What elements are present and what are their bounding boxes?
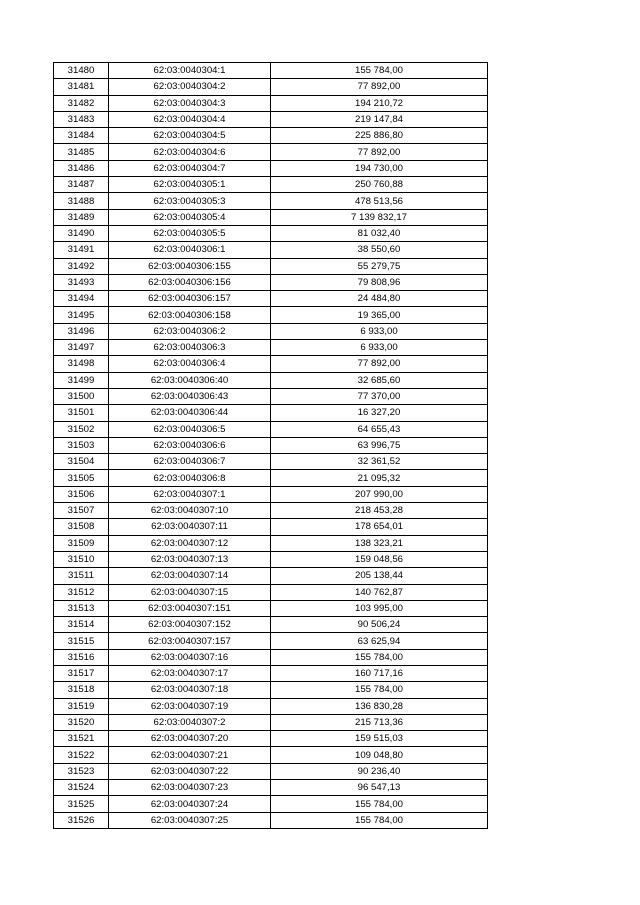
row-number-cell: 31515 (54, 633, 109, 649)
table-row (54, 177, 488, 193)
table-row (54, 307, 488, 323)
cadastral-value-cell: 55 279,75 (271, 258, 488, 274)
cadastral-number-cell: 62:03:0040304:6 (109, 144, 271, 160)
cadastral-number-cell: 62:03:0040305:3 (109, 193, 271, 209)
cadastral-value-cell: 160 717,16 (271, 665, 488, 681)
cadastral-value-cell: 63 625,94 (271, 633, 488, 649)
cadastral-value-cell: 79 808,96 (271, 274, 488, 290)
table-row (54, 796, 488, 812)
cadastral-number-cell: 62:03:0040307:20 (109, 731, 271, 747)
table-row (54, 763, 488, 779)
table-row (54, 128, 488, 144)
table-row (54, 63, 488, 79)
cadastral-value-cell: 140 762,87 (271, 584, 488, 600)
cadastral-number-cell: 62:03:0040307:17 (109, 665, 271, 681)
row-number-cell: 31498 (54, 356, 109, 372)
cadastral-number-cell: 62:03:0040306:44 (109, 405, 271, 421)
table-row (54, 291, 488, 307)
row-number-cell: 31491 (54, 242, 109, 258)
row-number-cell: 31488 (54, 193, 109, 209)
row-number-cell: 31514 (54, 617, 109, 633)
cadastral-number-cell: 62:03:0040306:3 (109, 340, 271, 356)
cadastral-value-cell: 194 730,00 (271, 160, 488, 176)
table-row (54, 682, 488, 698)
table-row (54, 486, 488, 502)
cadastral-number-cell: 62:03:0040304:1 (109, 63, 271, 79)
row-number-cell: 31511 (54, 568, 109, 584)
cadastral-number-cell: 62:03:0040306:157 (109, 291, 271, 307)
cadastral-value-cell: 32 685,60 (271, 372, 488, 388)
table-row (54, 649, 488, 665)
row-number-cell: 31496 (54, 323, 109, 339)
row-number-cell: 31505 (54, 470, 109, 486)
cadastral-value-cell: 194 210,72 (271, 95, 488, 111)
cadastral-number-cell: 62:03:0040306:5 (109, 421, 271, 437)
table-row (54, 535, 488, 551)
cadastral-value-cell: 63 996,75 (271, 437, 488, 453)
cadastral-value-cell: 6 933,00 (271, 323, 488, 339)
row-number-cell: 31512 (54, 584, 109, 600)
cadastral-number-cell: 62:03:0040306:43 (109, 388, 271, 404)
table-row (54, 405, 488, 421)
cadastral-value-cell: 77 892,00 (271, 356, 488, 372)
row-number-cell: 31484 (54, 128, 109, 144)
row-number-cell: 31518 (54, 682, 109, 698)
cadastral-number-cell: 62:03:0040307:25 (109, 812, 271, 828)
row-number-cell: 31516 (54, 649, 109, 665)
cadastral-value-cell: 64 655,43 (271, 421, 488, 437)
cadastral-number-cell: 62:03:0040304:3 (109, 95, 271, 111)
table-row (54, 79, 488, 95)
table-row (54, 454, 488, 470)
cadastral-number-cell: 62:03:0040307:152 (109, 617, 271, 633)
cadastral-value-cell: 7 139 832,17 (271, 209, 488, 225)
cadastral-value-cell: 159 515,03 (271, 731, 488, 747)
cadastral-number-cell: 62:03:0040307:22 (109, 763, 271, 779)
table-row (54, 323, 488, 339)
row-number-cell: 31486 (54, 160, 109, 176)
row-number-cell: 31483 (54, 111, 109, 127)
row-number-cell: 31524 (54, 780, 109, 796)
cadastral-number-cell: 62:03:0040306:156 (109, 274, 271, 290)
cadastral-number-cell: 62:03:0040307:23 (109, 780, 271, 796)
cadastral-number-cell: 62:03:0040306:158 (109, 307, 271, 323)
cadastral-value-cell: 155 784,00 (271, 63, 488, 79)
row-number-cell: 31494 (54, 291, 109, 307)
row-number-cell: 31493 (54, 274, 109, 290)
cadastral-number-cell: 62:03:0040306:155 (109, 258, 271, 274)
table-row (54, 633, 488, 649)
row-number-cell: 31519 (54, 698, 109, 714)
cadastral-number-cell: 62:03:0040306:2 (109, 323, 271, 339)
table-row (54, 274, 488, 290)
row-number-cell: 31520 (54, 714, 109, 730)
cadastral-number-cell: 62:03:0040307:10 (109, 503, 271, 519)
cadastral-number-cell: 62:03:0040304:4 (109, 111, 271, 127)
row-number-cell: 31485 (54, 144, 109, 160)
table-row (54, 551, 488, 567)
cadastral-value-cell: 77 892,00 (271, 144, 488, 160)
table-row (54, 421, 488, 437)
cadastral-value-cell: 19 365,00 (271, 307, 488, 323)
table-row (54, 617, 488, 633)
table-row (54, 698, 488, 714)
cadastral-number-cell: 62:03:0040306:40 (109, 372, 271, 388)
cadastral-number-cell: 62:03:0040304:2 (109, 79, 271, 95)
table-row (54, 95, 488, 111)
table-row (54, 731, 488, 747)
table-row (54, 584, 488, 600)
row-number-cell: 31522 (54, 747, 109, 763)
table-row (54, 437, 488, 453)
table-row (54, 665, 488, 681)
cadastral-number-cell: 62:03:0040305:5 (109, 225, 271, 241)
cadastral-number-cell: 62:03:0040307:21 (109, 747, 271, 763)
cadastral-value-cell: 24 484,80 (271, 291, 488, 307)
table-row (54, 160, 488, 176)
cadastral-value-cell: 155 784,00 (271, 796, 488, 812)
table-row (54, 209, 488, 225)
table-row (54, 388, 488, 404)
table-row (54, 340, 488, 356)
cadastral-number-cell: 62:03:0040304:7 (109, 160, 271, 176)
table-row (54, 242, 488, 258)
cadastral-value-cell: 136 830,28 (271, 698, 488, 714)
cadastral-value-cell: 205 138,44 (271, 568, 488, 584)
table-row (54, 225, 488, 241)
cadastral-number-cell: 62:03:0040307:19 (109, 698, 271, 714)
row-number-cell: 31504 (54, 454, 109, 470)
cadastral-number-cell: 62:03:0040307:11 (109, 519, 271, 535)
cadastral-value-cell: 77 370,00 (271, 388, 488, 404)
cadastral-number-cell: 62:03:0040306:6 (109, 437, 271, 453)
cadastral-number-cell: 62:03:0040306:8 (109, 470, 271, 486)
row-number-cell: 31487 (54, 177, 109, 193)
table-row (54, 193, 488, 209)
cadastral-number-cell: 62:03:0040305:4 (109, 209, 271, 225)
cadastral-number-cell: 62:03:0040305:1 (109, 177, 271, 193)
table-row (54, 144, 488, 160)
cadastral-number-cell: 62:03:0040307:1 (109, 486, 271, 502)
table-row (54, 111, 488, 127)
table-row (54, 519, 488, 535)
cadastral-number-cell: 62:03:0040306:4 (109, 356, 271, 372)
cadastral-value-cell: 90 236,40 (271, 763, 488, 779)
cadastral-value-cell: 155 784,00 (271, 812, 488, 828)
cadastral-number-cell: 62:03:0040307:16 (109, 649, 271, 665)
cadastral-number-cell: 62:03:0040306:1 (109, 242, 271, 258)
cadastral-value-cell: 96 547,13 (271, 780, 488, 796)
row-number-cell: 31523 (54, 763, 109, 779)
cadastral-number-cell: 62:03:0040307:151 (109, 600, 271, 616)
cadastral-value-cell: 38 550,60 (271, 242, 488, 258)
cadastral-number-cell: 62:03:0040307:13 (109, 551, 271, 567)
row-number-cell: 31510 (54, 551, 109, 567)
table-row (54, 714, 488, 730)
cadastral-value-cell: 16 327,20 (271, 405, 488, 421)
row-number-cell: 31506 (54, 486, 109, 502)
cadastral-number-cell: 62:03:0040307:14 (109, 568, 271, 584)
cadastral-value-cell: 32 361,52 (271, 454, 488, 470)
cadastral-number-cell: 62:03:0040307:15 (109, 584, 271, 600)
row-number-cell: 31481 (54, 79, 109, 95)
cadastral-value-cell: 138 323,21 (271, 535, 488, 551)
table-row (54, 356, 488, 372)
row-number-cell: 31497 (54, 340, 109, 356)
row-number-cell: 31489 (54, 209, 109, 225)
row-number-cell: 31513 (54, 600, 109, 616)
cadastral-value-cell: 155 784,00 (271, 682, 488, 698)
cadastral-number-cell: 62:03:0040307:12 (109, 535, 271, 551)
row-number-cell: 31502 (54, 421, 109, 437)
cadastral-value-cell: 159 048,56 (271, 551, 488, 567)
row-number-cell: 31507 (54, 503, 109, 519)
cadastral-value-cell: 250 760,88 (271, 177, 488, 193)
row-number-cell: 31492 (54, 258, 109, 274)
cadastral-value-cell: 178 654,01 (271, 519, 488, 535)
cadastral-value-cell: 155 784,00 (271, 649, 488, 665)
row-number-cell: 31526 (54, 812, 109, 828)
cadastral-value-cell: 215 713,36 (271, 714, 488, 730)
row-number-cell: 31525 (54, 796, 109, 812)
cadastral-value-cell: 478 513,56 (271, 193, 488, 209)
table-row (54, 812, 488, 828)
table-row (54, 258, 488, 274)
table-row (54, 747, 488, 763)
table-body (54, 63, 488, 829)
cadastral-number-cell: 62:03:0040304:5 (109, 128, 271, 144)
table-row (54, 568, 488, 584)
cadastral-value-cell: 225 886,80 (271, 128, 488, 144)
row-number-cell: 31495 (54, 307, 109, 323)
cadastral-value-table (53, 62, 488, 829)
row-number-cell: 31490 (54, 225, 109, 241)
row-number-cell: 31501 (54, 405, 109, 421)
cadastral-number-cell: 62:03:0040306:7 (109, 454, 271, 470)
cadastral-value-cell: 218 453,28 (271, 503, 488, 519)
row-number-cell: 31517 (54, 665, 109, 681)
cadastral-value-cell: 219 147,84 (271, 111, 488, 127)
cadastral-value-cell: 81 032,40 (271, 225, 488, 241)
cadastral-number-cell: 62:03:0040307:157 (109, 633, 271, 649)
table-row (54, 600, 488, 616)
table-row (54, 780, 488, 796)
cadastral-value-cell: 109 048,80 (271, 747, 488, 763)
row-number-cell: 31521 (54, 731, 109, 747)
cadastral-value-cell: 77 892,00 (271, 79, 488, 95)
cadastral-number-cell: 62:03:0040307:18 (109, 682, 271, 698)
row-number-cell: 31480 (54, 63, 109, 79)
row-number-cell: 31503 (54, 437, 109, 453)
cadastral-value-cell: 90 506,24 (271, 617, 488, 633)
table-row (54, 372, 488, 388)
cadastral-value-cell: 6 933,00 (271, 340, 488, 356)
row-number-cell: 31508 (54, 519, 109, 535)
row-number-cell: 31509 (54, 535, 109, 551)
table-row (54, 470, 488, 486)
row-number-cell: 31499 (54, 372, 109, 388)
cadastral-value-cell: 103 995,00 (271, 600, 488, 616)
cadastral-value-cell: 207 990,00 (271, 486, 488, 502)
cadastral-value-cell: 21 095,32 (271, 470, 488, 486)
table-row (54, 503, 488, 519)
row-number-cell: 31482 (54, 95, 109, 111)
cadastral-number-cell: 62:03:0040307:2 (109, 714, 271, 730)
cadastral-number-cell: 62:03:0040307:24 (109, 796, 271, 812)
row-number-cell: 31500 (54, 388, 109, 404)
